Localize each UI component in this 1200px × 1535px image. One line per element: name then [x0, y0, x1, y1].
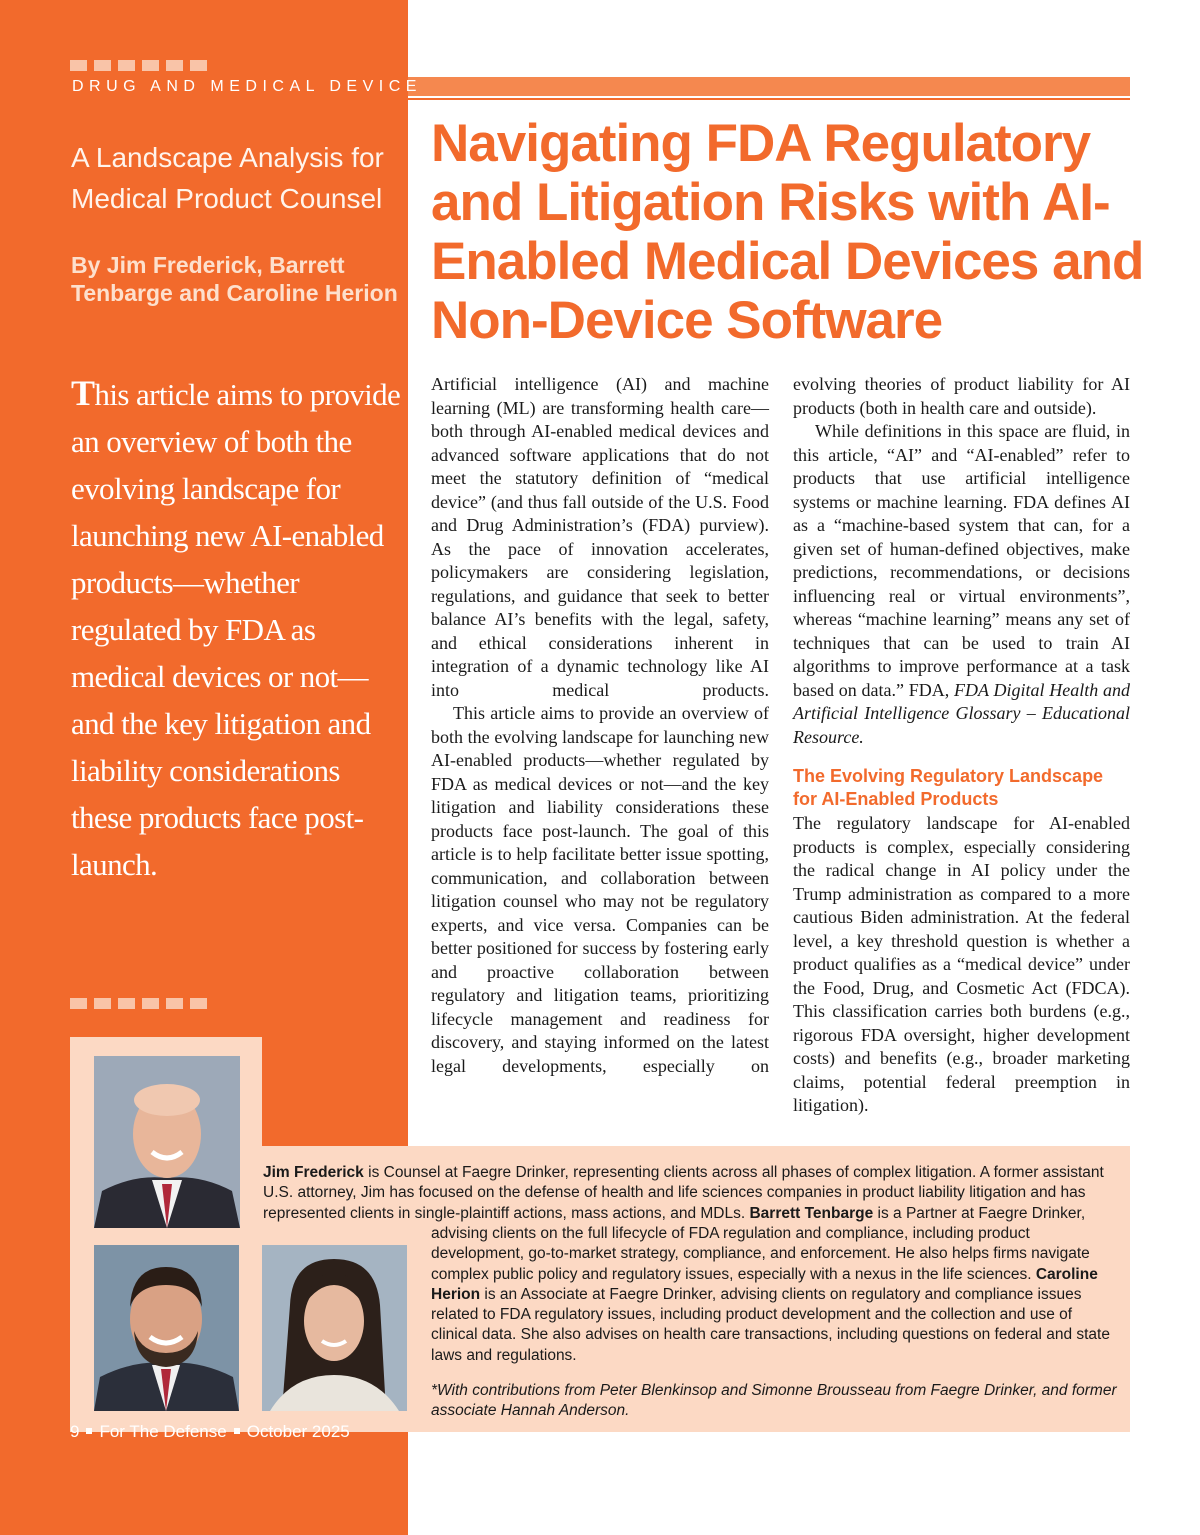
paragraph-regulatory: The regulatory landscape for AI-enabled products is complex, especially considering the radical change in AI policy under the Trump administration as compared to a more cautious Biden administration. At the federal level, a key threshold question is whether a product qualifies as a “medical device” under the Food, Drug, and Cosmetic Act (FDCA). This classification carries both burdens (e.g., rigorous FDA oversight, higher development costs) and benefits (e.g., broader marketing claims, potential federal preemption in litigation).	[793, 813, 1130, 1115]
paragraph-intro: Artificial intelligence (AI) and machine learning (ML) are transforming health care—both through AI-enabled medical devices and advanced software applications that do not meet the statutory definition of “medical device” (and thus fall outside of the U.S. Food and Drug Administration’s (FDA) purview). As the pace of innovation accelerates, policymakers are considering legislation, regulations, and guidance that seek to better balance AI’s benefits with the legal, safety, and ethical considerations inherent in integration of a dynamic technology like AI into medical products.	[431, 374, 769, 700]
byline: By Jim Frederick, Barrett Tenbarge and Caroline Herion	[71, 252, 398, 306]
bio-name-caroline: Caroline Herion	[431, 1265, 1098, 1303]
paragraph-continuation: evolving theories of product liability for AI products (both in health care and outside).	[793, 374, 1130, 418]
article-subtitle: A Landscape Analysis for Medical Product Counsel	[71, 142, 384, 214]
article-column-2-body	[793, 373, 1130, 1118]
drop-cap: T	[71, 373, 95, 413]
section-label: DRUG AND MEDICAL DEVICE	[72, 78, 422, 95]
author-photo-barrett-tenbarge	[94, 1245, 239, 1411]
decorative-squares-bottom	[70, 998, 207, 1009]
publication-name: For The Defense	[99, 1422, 227, 1441]
section-subhead: The Evolving Regulatory Landscape for AI-Enabled Products	[793, 766, 1104, 809]
glossary-citation: FDA Digital Health and Artificial Intelligence Glossary – Educational Resource.	[793, 679, 1130, 747]
page-footer	[70, 1422, 350, 1442]
decorative-squares-top	[70, 60, 207, 71]
article-column-1	[431, 373, 769, 1078]
page-number: 9	[70, 1422, 80, 1441]
author-photo-jim-frederick	[94, 1056, 240, 1228]
article-headline: Navigating FDA Regulatory and Litigation Risks with AI-Enabled Medical Devices and Non-Device Software	[431, 114, 1144, 350]
paragraph-overview: This article aims to provide an overview of both the evolving landscape for launching new AI-enabled products—whether regulated by FDA as medical devices or not—and the key litigation and liability considerations these products face post-launch. The goal of this article is to help facilitate better issue spotting, communication, and collaboration between litigation counsel who may not be regulatory experts, and vice versa. Companies can be better positioned for success by fostering early and proactive collaboration between regulatory and litigation teams, prioritizing lifecycle management and readiness for discovery, and staying informed on the latest legal developments, especially on	[431, 703, 769, 1076]
issue-date: October 2025	[246, 1422, 350, 1441]
section-rule	[408, 98, 1130, 100]
bio-text-barrett-caroline: advising clients on the full lifecycle of FDA regulation and compliance, including product development, go-to-market strategy, compliance, and enforcement. He also helps firms navigate complex public policy and regulatory issues, especially with a nexus in the life sciences. Caroline Herion is an Associate at Faegre Drinker, advising clients on regulatory and compliance issues related to FDA regulatory issues, including product development and the collection and use of clinical data. She also advises on health care transactions, including questions on federal and state laws and regulations.	[431, 1225, 1110, 1364]
footer-separator	[234, 1428, 240, 1434]
pull-quote-text: his article aims to provide an overview of both the evolving landscape for launching new AI-enabled products—whether regulated by FDA as medical devices or not—and the key litigation and liability considerations these products face post-launch.	[71, 377, 401, 882]
paragraph-definitions: While definitions in this space are fluid, in this article, “AI” and “AI-enabled” refer to products that use artificial intelligence systems or machine learning. FDA defines AI as a “machine-based system that can, for a given set of human-defined objectives, make predictions, recommendations, or decisions influencing real or virtual environments”, whereas “machine learning” means any set of techniques that can be used to train AI algorithms to improve performance at a task based on data.” FDA, FDA Digital Health and Artificial Intelligence Glossary – Educational Resource.	[793, 421, 1130, 747]
bio-name-barrett: Barrett Tenbarge	[749, 1204, 874, 1222]
footer-separator	[86, 1428, 92, 1434]
contributions-note: *With contributions from Peter Blenkinsop and Simonne Brousseau from Faegre Drinker, and former associate Hannah Anderson.	[431, 1382, 1117, 1419]
bio-text-jim: Jim Frederick is Counsel at Faegre Drinker, representing clients across all phases of complex litigation. A former assistant U.S. attorney, Jim has focused on the defense of health and life sciences companies in product liability litigation and has represented clients in single-plaintiff actions, mass actions, and MDLs. Barrett Tenbarge is a Partner at Faegre Drinker,	[263, 1164, 1104, 1222]
pull-quote	[71, 370, 401, 888]
bio-name-jim: Jim Frederick	[263, 1164, 364, 1181]
section-band	[408, 77, 1130, 96]
author-photo-caroline-herion	[262, 1245, 407, 1411]
